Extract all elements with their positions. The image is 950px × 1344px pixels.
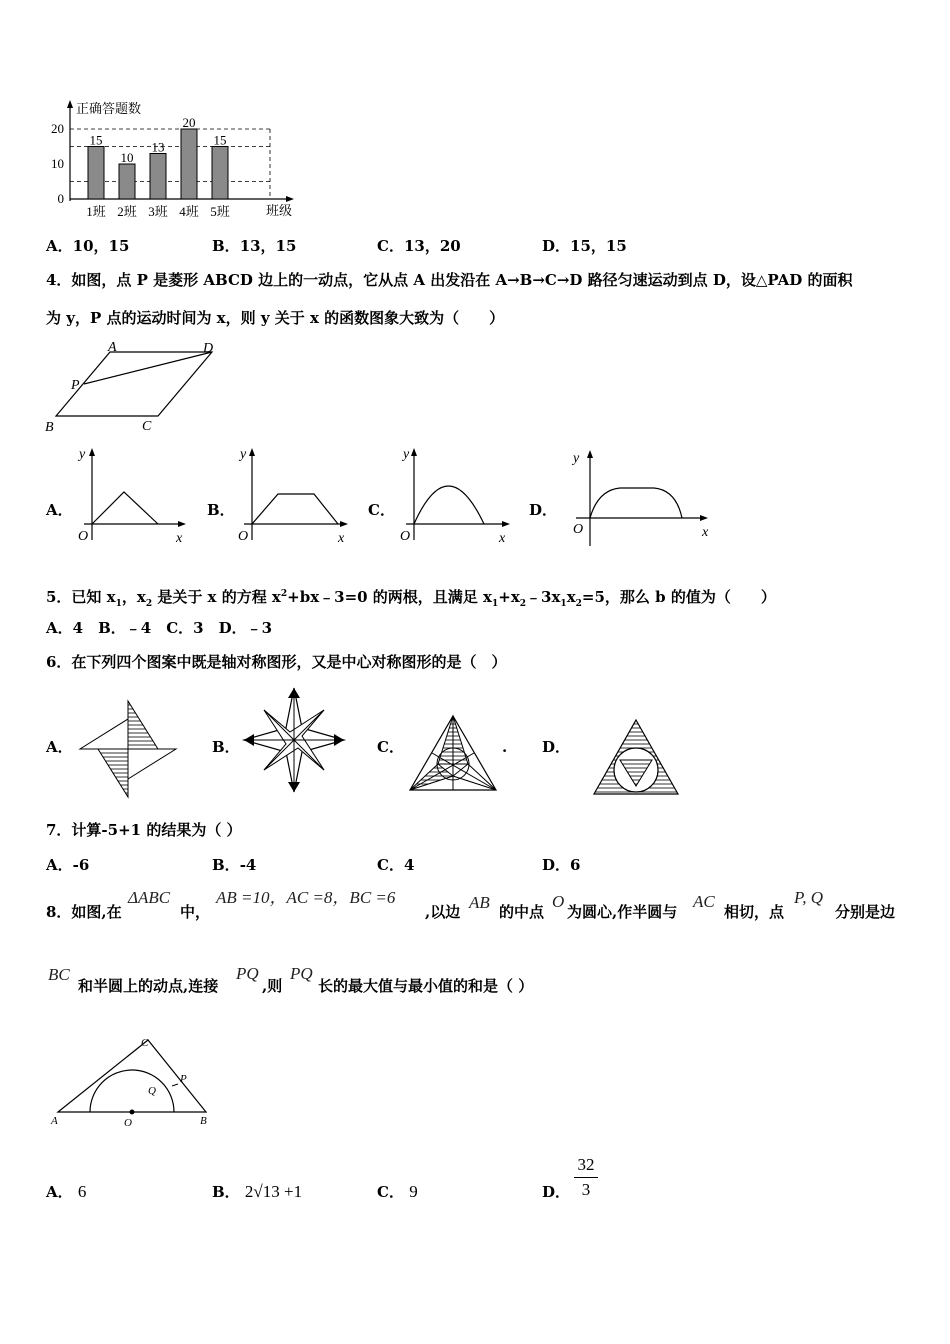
q8-pq: P, Q: [794, 888, 823, 907]
q8-o: O: [552, 892, 565, 911]
q4-rhombus-figure: [40, 338, 230, 438]
y-tick-label: 10: [51, 156, 64, 171]
bar-3班: [150, 154, 166, 200]
svg-text:B: B: [200, 1115, 207, 1127]
q4-option-d-label[interactable]: D．: [529, 501, 558, 519]
label-p: P: [71, 378, 80, 393]
q8-ac: AC: [693, 892, 715, 911]
label-b: B: [45, 420, 54, 435]
q8-s8: 和半圆上的动点,连接: [78, 977, 219, 995]
svg-text:O: O: [78, 529, 89, 544]
label-c: C: [142, 419, 152, 434]
bar-5班: [212, 147, 228, 200]
q3-option-a[interactable]: [46, 236, 129, 256]
svg-text:O: O: [400, 529, 411, 544]
q6-option-d-label[interactable]: D．: [542, 738, 571, 756]
svg-text:O: O: [124, 1117, 132, 1129]
q6-option-a-label[interactable]: A．: [46, 738, 73, 756]
q4-stem-line2: 为 y，P 点的运动时间为 x，则 y 关于 x 的函数图象大致为（ ）: [46, 309, 505, 327]
q8-s3: ,以边: [425, 903, 461, 921]
q5-stem: 5．已知 $x_1$，$x_2$ 是关于 x 的方程 $x^2+bx﹣3=0$ 的两根，且满足 $x_1+x_2﹣3x_1x_2=5$，那么 b 的值为（ ）: [46, 588, 776, 609]
svg-text:x: x: [499, 531, 506, 546]
q3-option-b-text: 13，15: [239, 237, 297, 255]
svg-text:Q: Q: [148, 1085, 156, 1097]
q8-option-a[interactable]: A． 6: [46, 1182, 87, 1201]
y-axis-label: 正确答题数: [76, 101, 142, 116]
svg-text:A: A: [51, 1115, 58, 1127]
q4-graph-a[interactable]: [72, 440, 192, 548]
q7-option-d[interactable]: D．6: [542, 856, 581, 874]
class-bar-chart: [40, 96, 310, 224]
q4-option-b-label[interactable]: B．: [207, 501, 235, 519]
bar-4班: [181, 129, 197, 199]
svg-text:x: x: [176, 531, 183, 546]
q3-option-c[interactable]: [377, 236, 461, 256]
q4-option-c-label[interactable]: C．: [368, 501, 395, 519]
q3-option-c-text: 13，20: [403, 237, 461, 255]
q6-dot: .: [502, 738, 508, 756]
q8-option-d-fraction: 32 3: [574, 1155, 598, 1200]
q8-s6: 相切，点: [724, 903, 785, 921]
q8-s5: 为圆心,作半圆与: [567, 903, 678, 921]
svg-text:y: y: [240, 447, 247, 462]
q7-option-c[interactable]: C．4: [377, 856, 415, 874]
q4-graph-c[interactable]: [394, 440, 518, 548]
q8-s2: 中，: [180, 903, 211, 921]
svg-text:O: O: [238, 529, 249, 544]
y-tick-label: 20: [51, 121, 64, 136]
q4-graph-d[interactable]: [562, 440, 722, 548]
q8-triangle-semicircle-figure: [44, 1030, 216, 1130]
svg-text:y: y: [79, 447, 86, 462]
q8-option-b[interactable]: B． 2√13 +1: [212, 1182, 303, 1201]
x-tick-label: 5班: [210, 204, 230, 219]
q7-option-b[interactable]: B．-4: [212, 856, 257, 874]
q6-option-c-label[interactable]: C．: [377, 738, 404, 756]
q3-option-c-label: C．: [377, 237, 404, 255]
x-axis-arrow: [286, 196, 294, 202]
q4-option-a-label[interactable]: A．: [46, 501, 73, 519]
q7-option-a[interactable]: A．-6: [46, 856, 90, 874]
q6-pattern-b-star[interactable]: [240, 686, 348, 794]
x-tick-label: 4班: [179, 204, 199, 219]
q3-option-b[interactable]: [212, 236, 296, 256]
q6-pattern-c-triangle[interactable]: [408, 714, 498, 792]
q3-option-d-label: D．: [542, 237, 571, 255]
q8-bc: BC: [48, 965, 70, 984]
svg-text:y: y: [573, 451, 580, 466]
q4-graph-b[interactable]: [232, 440, 356, 548]
y-tick-label: 0: [57, 191, 64, 206]
q6-pattern-d-triangle-circle[interactable]: [592, 718, 680, 798]
q8-option-d[interactable]: D．: [542, 1183, 571, 1201]
q8-s4: 的中点: [499, 903, 545, 921]
x-axis-label: 班级: [266, 203, 293, 218]
q6-option-b-label[interactable]: B．: [212, 738, 240, 756]
label-a: A: [108, 340, 117, 355]
q8-pq1: PQ: [236, 964, 259, 983]
bar-2班: [119, 164, 135, 199]
q8-s9: ,则: [262, 977, 283, 995]
q8-abc: ΔABC: [128, 888, 171, 907]
x-tick-label: 1班: [86, 204, 106, 219]
bar-value-label: 15: [213, 132, 227, 148]
q3-option-d[interactable]: [542, 236, 627, 256]
q6-stem: 6．在下列四个图案中既是轴对称图形，又是中心对称图形的是（ ）: [46, 653, 507, 671]
svg-text:O: O: [573, 522, 584, 537]
q8-s7: 分别是边: [835, 903, 896, 921]
q8-s1: 8．如图,在: [46, 903, 122, 921]
y-axis-arrow: [67, 100, 73, 108]
q8-given: AB =10，AC =8，BC =6: [216, 888, 396, 907]
q3-option-a-label: A．: [46, 237, 73, 255]
bar-value-label: 15: [89, 132, 103, 148]
bar-value-label: 10: [120, 150, 134, 165]
q7-stem: 7．计算-5+1 的结果为（ ）: [46, 821, 242, 839]
svg-text:P: P: [180, 1073, 187, 1085]
q8-ab: AB: [469, 893, 490, 912]
q4-stem-line1: 4．如图，点 P 是菱形 ABCD 边上的一动点，它从点 A 出发沿在 A→B→C→D 路径匀速运动到点 D，设△PAD 的面积: [46, 271, 853, 289]
svg-text:y: y: [403, 447, 410, 462]
q5-options[interactable]: A．4 B．﹣4 C．3 D．﹣3: [46, 619, 273, 637]
q8-option-c[interactable]: C． 9: [377, 1182, 418, 1201]
x-tick-label: 3班: [148, 204, 168, 219]
q3-option-b-label: B．: [212, 237, 240, 255]
q8-s10: 长的最大值与最小值的和是（ ）: [318, 977, 534, 995]
bar-value-label: 20: [182, 115, 196, 130]
svg-text:x: x: [702, 525, 709, 540]
svg-text:x: x: [338, 531, 345, 546]
svg-text:C: C: [141, 1037, 149, 1049]
q3-option-d-text: 15，15: [570, 237, 627, 255]
q8-pq2: PQ: [290, 964, 313, 983]
label-d: D: [203, 341, 214, 356]
x-tick-label: 2班: [117, 204, 137, 219]
bar-1班: [88, 147, 104, 200]
q6-pattern-a-pinwheel[interactable]: [78, 699, 180, 801]
bar-value-label: 13: [151, 139, 165, 155]
q3-option-a-text: 10，15: [72, 237, 130, 255]
